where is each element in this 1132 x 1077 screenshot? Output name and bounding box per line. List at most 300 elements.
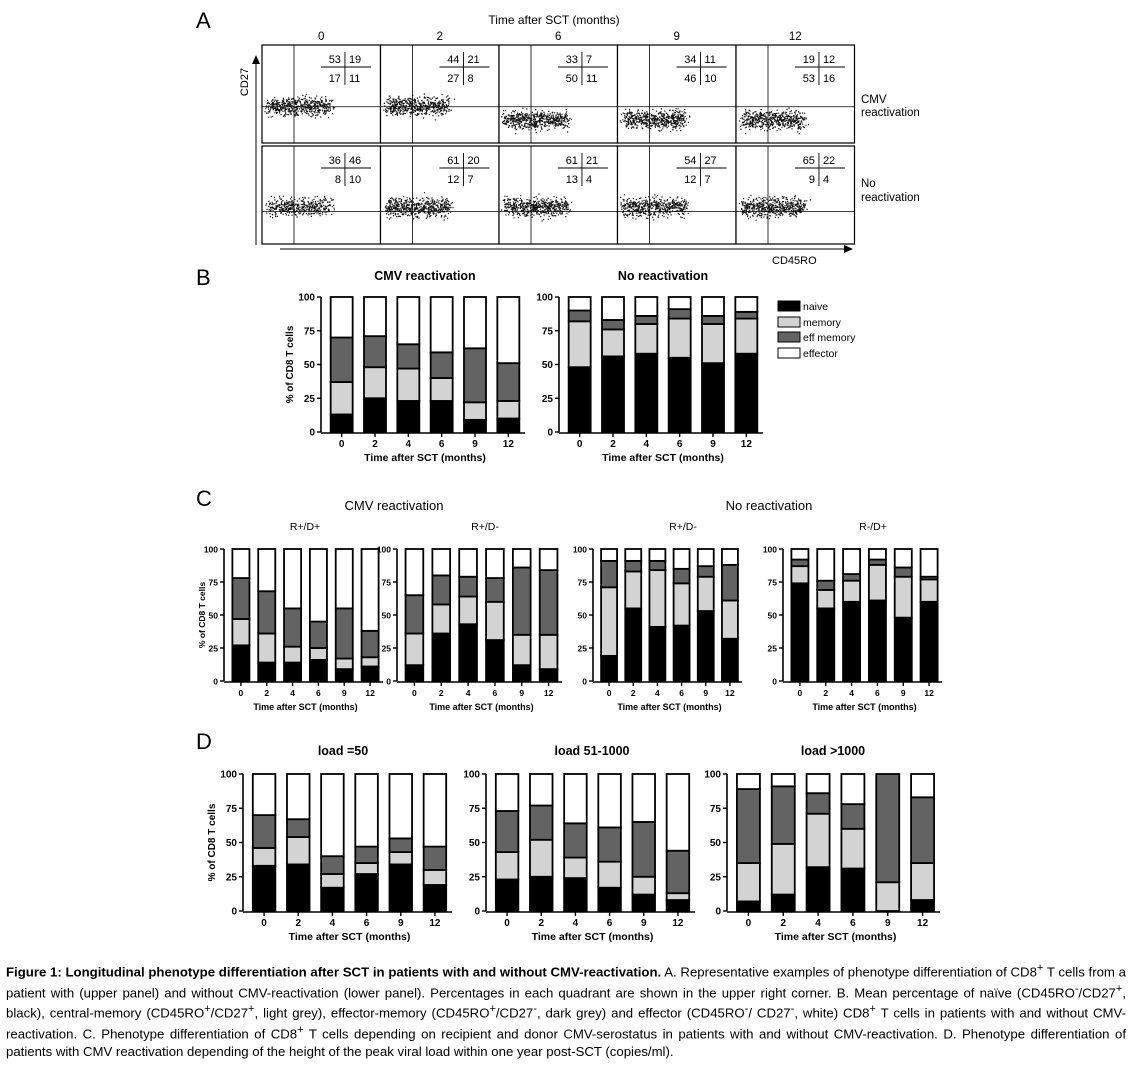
y-tick-label: 75 xyxy=(577,577,587,588)
legend-swatch-eff-memory xyxy=(778,332,800,342)
flow-plot xyxy=(618,45,737,143)
flow-row1-label-1: CMV xyxy=(861,94,887,106)
chart-title: load =50 xyxy=(317,744,369,758)
bar-segment-eff-memory xyxy=(601,561,617,587)
bar-segment-naive xyxy=(364,398,386,432)
y-tick-label: 75 xyxy=(709,803,721,815)
bar-segment-memory xyxy=(876,882,899,911)
x-tick-label: 0 xyxy=(797,688,803,698)
bar-segment-effector xyxy=(496,774,519,811)
quadrant-value: 34 xyxy=(684,54,697,66)
quadrant-value: 12 xyxy=(447,174,460,186)
bar-segment-memory xyxy=(513,635,531,665)
x-tick-label: 0 xyxy=(338,439,345,450)
quadrant-value: 27 xyxy=(447,73,460,85)
x-tick-label: 6 xyxy=(875,688,880,698)
bar-segment-naive xyxy=(431,401,453,432)
y-tick-label: 100 xyxy=(376,544,391,555)
x-axis-label: Time after SCT (months) xyxy=(617,702,722,712)
bar-segment-eff-memory xyxy=(424,847,447,870)
y-tick-label: 50 xyxy=(709,838,721,849)
bar-segment-effector xyxy=(569,297,591,311)
bar-segment-naive xyxy=(321,888,344,911)
bar-segment-effector xyxy=(669,297,691,309)
bar-segment-memory xyxy=(464,402,486,420)
bar-segment-effector xyxy=(895,549,912,567)
y-tick-label: 100 xyxy=(220,769,237,781)
chart-d-7 xyxy=(463,744,695,943)
bar-segment-naive xyxy=(632,895,655,911)
bar-segment-naive xyxy=(336,669,353,681)
bar-segment-memory xyxy=(841,829,864,869)
flow-plot-frame xyxy=(618,45,737,143)
bar-segment-effector xyxy=(362,549,379,631)
bar-segment-effector xyxy=(737,774,760,789)
bar-segment-naive xyxy=(389,864,412,911)
bar-segment-memory xyxy=(569,321,591,367)
bar-segment-naive xyxy=(497,419,519,433)
x-axis-label: Time after SCT (months) xyxy=(253,702,358,712)
caption-text: A. Representative examples of phenotype differentiation of CD8 xyxy=(661,964,1037,980)
bar-segment-effector xyxy=(232,549,249,578)
bar-segment-memory xyxy=(843,581,860,602)
y-tick-label: 50 xyxy=(468,838,480,849)
quadrant-value: 19 xyxy=(348,54,362,66)
x-tick-label: 2 xyxy=(538,918,545,929)
flow-plot xyxy=(736,146,855,244)
bar-segment-effector xyxy=(702,297,724,316)
bar-segment-naive xyxy=(602,356,624,432)
bar-segment-eff-memory xyxy=(362,631,379,657)
flow-plot-frame xyxy=(736,45,855,143)
y-tick-label: 50 xyxy=(767,610,777,621)
quadrant-value: 13 xyxy=(565,174,578,186)
bar-segment-eff-memory xyxy=(564,823,587,857)
bar-segment-naive xyxy=(807,867,830,911)
y-tick-label: 0 xyxy=(715,906,721,918)
panel-b-label: B xyxy=(196,265,211,290)
y-tick-label: 25 xyxy=(577,643,587,654)
bar-segment-naive xyxy=(496,879,519,911)
quadrant-value: 33 xyxy=(565,54,578,66)
bar-segment-naive xyxy=(397,401,419,432)
bar-segment-naive xyxy=(791,583,808,681)
y-tick-label: 0 xyxy=(547,427,553,439)
bar-segment-naive xyxy=(674,626,690,681)
y-tick-label: 50 xyxy=(577,610,587,621)
bar-segment-effector xyxy=(355,774,378,847)
x-tick-label: 12 xyxy=(502,439,514,450)
y-tick-label: 100 xyxy=(203,544,218,555)
timepoint-label: 6 xyxy=(555,31,562,43)
bar-segment-naive xyxy=(569,367,591,432)
bar-segment-effector xyxy=(843,549,860,574)
x-tick-label: 6 xyxy=(679,688,684,698)
bar-segment-naive xyxy=(772,895,795,911)
bar-segment-effector xyxy=(336,549,353,608)
bar-segment-effector xyxy=(772,774,795,786)
flow-plot-frame xyxy=(499,45,618,143)
flow-y-label: CD27 xyxy=(239,67,251,97)
bar-segment-eff-memory xyxy=(667,851,690,893)
x-tick-label: 2 xyxy=(780,918,787,929)
quadrant-value: 12 xyxy=(822,54,836,66)
bar-segment-naive xyxy=(513,665,531,681)
bar-segment-naive xyxy=(310,660,327,681)
bar-segment-effector xyxy=(432,549,450,575)
caption-sup: + xyxy=(1115,982,1123,995)
chart-b-1 xyxy=(536,269,763,464)
bar-segment-memory xyxy=(284,647,301,663)
caption-text: T cells in patients with and without CMV-reactivation. C. Phenotype differentiation of CD8 xyxy=(6,1005,1127,1042)
caption-sup: - xyxy=(790,1003,795,1016)
bar-segment-naive xyxy=(635,354,657,432)
y-tick-label: 75 xyxy=(468,803,480,815)
bar-segment-eff-memory xyxy=(843,574,860,581)
x-tick-label: 0 xyxy=(238,688,244,698)
bar-segment-memory xyxy=(807,814,830,867)
quadrant-value: 4 xyxy=(585,174,593,186)
bar-segment-naive xyxy=(598,888,621,911)
bar-segment-effector xyxy=(331,297,353,338)
y-axis-label: % of CD8 T cells xyxy=(285,325,296,404)
flow-plot xyxy=(381,146,500,244)
flow-plot-frame xyxy=(262,146,381,244)
bar-segment-eff-memory xyxy=(397,344,419,368)
bar-segment-memory xyxy=(287,837,310,864)
bar-segment-memory xyxy=(669,319,691,358)
y-tick-label: 25 xyxy=(767,643,777,654)
chart-title: load 51-1000 xyxy=(554,744,630,758)
bar-segment-eff-memory xyxy=(355,847,378,863)
bar-segment-memory xyxy=(722,600,738,638)
bar-segment-effector xyxy=(869,549,886,560)
quadrant-value: 61 xyxy=(447,155,460,167)
caption-sup: + xyxy=(297,1024,304,1037)
figure-caption xyxy=(6,960,1126,1060)
bar-segment-memory xyxy=(530,840,553,877)
flow-plot-frame xyxy=(736,146,855,244)
x-tick-label: 4 xyxy=(290,688,295,698)
bar-segment-effector xyxy=(540,549,558,570)
caption-text: /CD27 xyxy=(1078,985,1116,1001)
quadrant-value: 12 xyxy=(684,174,697,186)
x-tick-label: 9 xyxy=(519,688,525,698)
bar-segment-naive xyxy=(702,363,724,432)
bar-segment-memory xyxy=(601,587,617,656)
y-tick-label: 0 xyxy=(772,676,777,687)
bar-segment-effector xyxy=(601,549,617,561)
bar-segment-memory xyxy=(232,619,249,645)
legend-label-effector: effector xyxy=(803,348,838,360)
x-tick-label: 2 xyxy=(438,688,444,698)
chart-title: R+/D+ xyxy=(289,521,321,533)
x-axis-label: Time after SCT (months) xyxy=(429,702,534,712)
caption-text: T cells from a patient with (upper panel) and without CMV-reactivation (lower panel). Percentages in each quadrant are shown in the upper right corner. B. Mean percentage of naïve (CD45RO xyxy=(6,964,1126,1001)
bar-segment-memory xyxy=(253,848,276,866)
bar-segment-eff-memory xyxy=(406,595,424,633)
caption-sup: - xyxy=(533,1003,537,1016)
caption-sup: + xyxy=(248,1003,255,1016)
chart-title: CMV reactivation xyxy=(374,269,476,283)
bar-segment-eff-memory xyxy=(513,567,531,634)
quadrant-value: 7 xyxy=(585,54,593,66)
x-tick-label: 6 xyxy=(363,918,370,929)
caption-sup: - xyxy=(744,1003,749,1016)
x-tick-label: 9 xyxy=(703,688,709,698)
chart-title: R+/D- xyxy=(471,521,499,533)
bar-segment-memory xyxy=(598,862,621,888)
bar-segment-eff-memory xyxy=(431,352,453,378)
quadrant-value: 46 xyxy=(684,73,697,85)
x-tick-label: 4 xyxy=(655,688,660,698)
bar-segment-memory xyxy=(602,329,624,356)
flow-cytometry-panels xyxy=(252,31,855,253)
bar-segment-memory xyxy=(674,583,690,625)
bar-segment-memory xyxy=(625,571,641,608)
flow-row2-label-2: reactivation xyxy=(861,192,920,204)
flow-plot-frame xyxy=(262,45,381,143)
bar-segment-eff-memory xyxy=(632,822,655,877)
bar-segment-memory xyxy=(791,566,808,583)
y-tick-label: 50 xyxy=(381,610,391,621)
x-tick-label: 4 xyxy=(643,439,650,450)
bar-segment-memory xyxy=(486,602,504,640)
quadrant-value: 61 xyxy=(565,155,578,167)
bar-segment-eff-memory xyxy=(807,793,830,814)
bar-segment-memory xyxy=(310,648,327,660)
bar-segment-naive xyxy=(540,669,558,681)
bar-segment-memory xyxy=(869,565,886,601)
bar-segment-effector xyxy=(598,774,621,827)
quadrant-value: 16 xyxy=(822,73,836,85)
panel-a-label: A xyxy=(196,8,211,33)
bar-segment-naive xyxy=(735,354,757,432)
panel-c-header-cmv: CMV reactivation xyxy=(344,498,444,513)
bar-segment-memory xyxy=(817,590,834,608)
bar-segment-eff-memory xyxy=(287,819,310,837)
bar-segment-memory xyxy=(635,324,657,354)
x-tick-label: 0 xyxy=(504,918,510,929)
chart-c-2 xyxy=(197,521,383,712)
chart-title: R+/D- xyxy=(669,521,697,533)
y-arrow-head xyxy=(252,55,260,64)
x-tick-label: 0 xyxy=(576,439,583,450)
y-tick-label: 100 xyxy=(463,769,480,781)
y-tick-label: 75 xyxy=(225,803,237,815)
bar-segment-effector xyxy=(464,297,486,348)
bar-segment-naive xyxy=(287,864,310,911)
bar-segment-eff-memory xyxy=(331,338,353,383)
y-tick-label: 25 xyxy=(541,393,553,405)
flow-plot xyxy=(736,45,855,143)
flow-plot-frame xyxy=(618,146,737,244)
chart-c-4 xyxy=(573,521,742,712)
y-tick-label: 25 xyxy=(709,872,721,884)
bar-segment-memory xyxy=(911,863,934,900)
y-tick-label: 75 xyxy=(208,577,218,588)
bar-segment-effector xyxy=(389,774,412,838)
y-tick-label: 100 xyxy=(572,544,587,555)
x-axis-label: Time after SCT (months) xyxy=(602,452,724,464)
x-axis-label: Time after SCT (months) xyxy=(812,702,917,712)
quadrant-value: 19 xyxy=(802,54,815,66)
x-tick-label: 2 xyxy=(630,688,636,698)
bar-segment-effector xyxy=(564,774,587,823)
bar-segment-eff-memory xyxy=(258,591,275,633)
bar-segment-eff-memory xyxy=(698,566,714,577)
bar-segment-eff-memory xyxy=(674,569,690,584)
bar-segment-eff-memory xyxy=(389,838,412,852)
bar-segment-eff-memory xyxy=(625,561,641,572)
x-tick-label: 12 xyxy=(429,918,441,929)
x-axis-label: Time after SCT (months) xyxy=(288,931,411,943)
bar-segment-naive xyxy=(331,414,353,432)
flow-plot xyxy=(499,45,618,143)
flow-plot-frame xyxy=(381,146,500,244)
x-tick-label: 9 xyxy=(884,918,891,929)
bar-segment-naive xyxy=(649,627,665,681)
bar-segment-eff-memory xyxy=(722,565,738,601)
caption-text: , white) CD8 xyxy=(794,1005,870,1021)
bar-segment-naive xyxy=(432,633,450,681)
bar-segment-memory xyxy=(258,633,275,662)
bar-segment-effector xyxy=(921,549,938,577)
bar-segment-effector xyxy=(486,549,504,578)
bar-segment-eff-memory xyxy=(817,581,834,590)
bar-segment-memory xyxy=(331,382,353,414)
flow-plot xyxy=(262,45,381,143)
bar-segment-eff-memory xyxy=(540,570,558,635)
y-tick-label: 50 xyxy=(208,610,218,621)
bar-segment-effector xyxy=(791,549,808,560)
quadrant-value: 44 xyxy=(447,54,460,66)
y-tick-label: 0 xyxy=(474,906,480,918)
caption-text: , black), central-memory (CD45RO xyxy=(6,985,1126,1021)
bar-segment-effector xyxy=(635,297,657,316)
bar-segment-effector xyxy=(321,774,344,856)
bar-segment-memory xyxy=(362,657,379,666)
bar-segment-eff-memory xyxy=(459,577,477,597)
quadrant-value: 27 xyxy=(704,155,717,167)
quadrant-value: 22 xyxy=(822,155,836,167)
bar-charts xyxy=(197,269,942,943)
bar-segment-effector xyxy=(649,549,665,561)
bar-segment-naive xyxy=(424,885,447,911)
x-tick-label: 9 xyxy=(341,688,347,698)
bar-segment-naive xyxy=(722,639,738,681)
flow-plot xyxy=(499,146,618,244)
bar-segment-eff-memory xyxy=(497,363,519,401)
bar-segment-memory xyxy=(540,635,558,669)
bar-segment-eff-memory xyxy=(911,797,934,863)
y-tick-label: 50 xyxy=(303,360,315,371)
x-tick-label: 12 xyxy=(543,688,554,698)
flow-x-label: CD45RO xyxy=(772,255,817,267)
bar-segment-naive xyxy=(464,420,486,432)
bar-segment-naive xyxy=(817,608,834,681)
bar-segment-eff-memory xyxy=(841,804,864,829)
bar-segment-naive xyxy=(355,874,378,911)
quadrant-value: 54 xyxy=(684,155,697,167)
x-tick-label: 6 xyxy=(676,439,683,450)
y-tick-label: 100 xyxy=(704,769,721,781)
legend-swatch-naive xyxy=(778,301,800,311)
bar-segment-eff-memory xyxy=(232,578,249,619)
quadrant-value: 10 xyxy=(348,174,362,186)
y-axis-label: % of CD8 T cells xyxy=(207,803,218,882)
bar-segment-memory xyxy=(431,378,453,401)
legend-label-memory: memory xyxy=(803,317,841,329)
bar-segment-naive xyxy=(698,611,714,681)
quadrant-value: 36 xyxy=(328,155,341,167)
quadrant-value: 9 xyxy=(808,174,815,186)
x-tick-label: 4 xyxy=(849,688,854,698)
x-tick-label: 6 xyxy=(438,439,445,450)
caption-text: / CD27 xyxy=(748,1005,791,1021)
y-tick-label: 100 xyxy=(536,292,553,304)
y-tick-label: 25 xyxy=(225,872,237,884)
bar-segment-memory xyxy=(336,659,353,670)
legend xyxy=(778,301,856,360)
x-axis-label: Time after SCT (months) xyxy=(774,931,897,943)
chart-d-6 xyxy=(207,744,452,943)
bar-segment-effector xyxy=(807,774,830,793)
quadrant-value: 11 xyxy=(585,73,598,85)
bar-segment-memory xyxy=(702,324,724,363)
bar-segment-eff-memory xyxy=(649,561,665,570)
bar-segment-effector xyxy=(287,774,310,819)
quadrant-value: 53 xyxy=(328,54,341,66)
y-tick-label: 25 xyxy=(381,643,391,654)
y-tick-label: 100 xyxy=(298,292,315,304)
bar-segment-eff-memory xyxy=(635,316,657,324)
chart-c-3 xyxy=(377,521,562,712)
x-tick-label: 6 xyxy=(606,918,613,929)
bar-segment-eff-memory xyxy=(253,815,276,848)
bar-segment-naive xyxy=(895,618,912,681)
bar-segment-naive xyxy=(258,663,275,681)
bar-segment-effector xyxy=(632,774,655,822)
x-tick-label: 6 xyxy=(850,918,856,929)
x-tick-label: 6 xyxy=(492,688,498,698)
bar-segment-effector xyxy=(698,549,714,566)
panel-c-header-noreact: No reactivation xyxy=(725,498,813,513)
bar-segment-effector xyxy=(431,297,453,352)
bar-segment-eff-memory xyxy=(598,827,621,861)
x-tick-label: 0 xyxy=(261,918,267,929)
bar-segment-effector xyxy=(735,297,757,312)
y-tick-label: 100 xyxy=(762,544,777,555)
x-tick-label: 9 xyxy=(472,439,478,450)
chart-title: No reactivation xyxy=(617,269,709,283)
x-tick-label: 2 xyxy=(610,439,616,450)
bar-segment-effector xyxy=(284,549,301,608)
bar-segment-effector xyxy=(530,774,553,806)
chart-title: load >1000 xyxy=(800,744,866,758)
caption-sup: + xyxy=(1036,962,1044,974)
bar-segment-memory xyxy=(432,604,450,633)
bar-segment-eff-memory xyxy=(791,560,808,567)
x-tick-label: 0 xyxy=(606,688,612,698)
quadrant-value: 20 xyxy=(467,155,480,167)
flow-plot-frame xyxy=(381,45,500,143)
bar-segment-effector xyxy=(406,549,424,595)
flow-row1-label-2: reactivation xyxy=(861,107,920,119)
bar-segment-eff-memory xyxy=(530,806,553,840)
bar-segment-naive xyxy=(564,878,587,911)
bar-segment-eff-memory xyxy=(602,320,624,329)
